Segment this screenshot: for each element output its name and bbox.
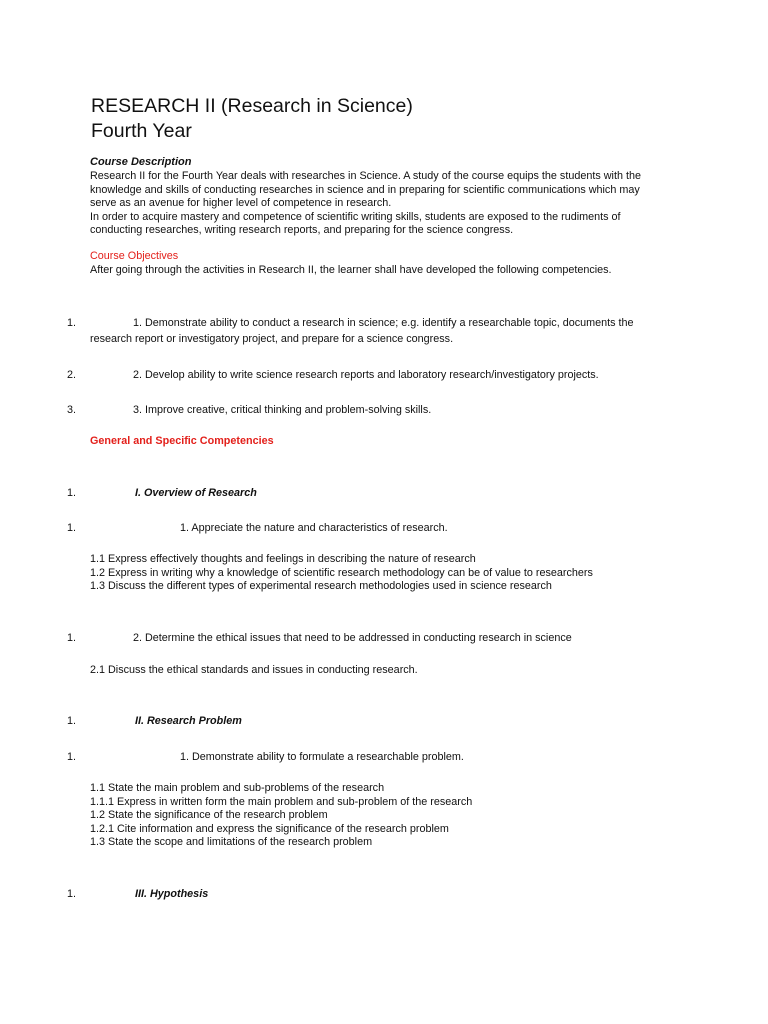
objective-item: 3. Improve creative, critical thinking and problem-solving skills. xyxy=(133,404,432,416)
competency-number: 1. xyxy=(67,751,77,763)
section-number: 1. xyxy=(67,715,77,727)
objective-number: 3. xyxy=(67,404,77,416)
objective-item: 1. Demonstrate ability to conduct a research in science; e.g. identify a researchable topic, documents the xyxy=(133,317,634,329)
objective-item: 2. Develop ability to write science research reports and laboratory research/investigatory projects. xyxy=(133,369,599,381)
course-description-line: In order to acquire mastery and competence of scientific writing skills, students are exposed to the rudiments of xyxy=(90,210,621,223)
section-number: 1. xyxy=(67,888,77,900)
objective-item-continued: research report or investigatory project, and prepare for a science congress. xyxy=(90,333,454,345)
course-objectives-intro: After going through the activities in Research II, the learner shall have developed the following competencies. xyxy=(90,264,612,276)
sub-competency: 1.2 State the significance of the research problem xyxy=(90,809,328,822)
competencies-heading: General and Specific Competencies xyxy=(90,435,274,447)
sub-competency: 1.2.1 Cite information and express the significance of the research problem xyxy=(90,822,449,835)
competency-number: 1. xyxy=(67,632,77,644)
document-title: RESEARCH II (Research in Science) xyxy=(91,95,413,117)
competency-item: 2. Determine the ethical issues that need to be addressed in conducting research in science xyxy=(133,632,572,644)
course-objectives-heading: Course Objectives xyxy=(90,250,179,262)
course-description-line: serve as an avenue for higher level of competence in research. xyxy=(90,197,392,210)
sub-competency: 2.1 Discuss the ethical standards and issues in conducting research. xyxy=(90,664,418,676)
objective-number: 1. xyxy=(67,317,77,329)
section-number: 1. xyxy=(67,487,77,499)
sub-competency: 1.3 State the scope and limitations of the research problem xyxy=(90,836,373,849)
document-subtitle: Fourth Year xyxy=(91,120,192,142)
section-title-research-problem: II. Research Problem xyxy=(135,715,242,727)
section-title-hypothesis: III. Hypothesis xyxy=(135,888,209,900)
sub-competency: 1.1.1 Express in written form the main problem and sub-problem of the research xyxy=(90,795,473,808)
course-description-line: Research II for the Fourth Year deals with researches in Science. A study of the course equips the students with the xyxy=(90,170,641,182)
course-description-heading: Course Description xyxy=(90,156,192,168)
competency-item: 1. Demonstrate ability to formulate a researchable problem. xyxy=(180,751,464,763)
course-description-line: conducting researches, writing research reports, and preparing for the science congress. xyxy=(90,224,514,237)
sub-competency-list xyxy=(90,782,472,850)
sub-competency: 1.2 Express in writing why a knowledge of scientific research methodology can be of value to researchers xyxy=(90,566,593,579)
sub-competency-list xyxy=(90,553,593,594)
competency-item: 1. Appreciate the nature and characteristics of research. xyxy=(180,522,448,534)
sub-competency: 1.3 Discuss the different types of experimental research methodologies used in science research xyxy=(90,580,552,593)
sub-competency: 1.1 State the main problem and sub-problems of the research xyxy=(90,782,385,794)
course-description-text xyxy=(90,170,690,238)
course-description-line: knowledge and skills of conducting researches in science and in preparing for scientific communications which may xyxy=(90,183,640,196)
objective-number: 2. xyxy=(67,369,77,381)
competency-number: 1. xyxy=(67,522,77,534)
section-title-overview: I. Overview of Research xyxy=(135,487,257,499)
sub-competency: 1.1 Express effectively thoughts and feelings in describing the nature of research xyxy=(90,553,476,565)
